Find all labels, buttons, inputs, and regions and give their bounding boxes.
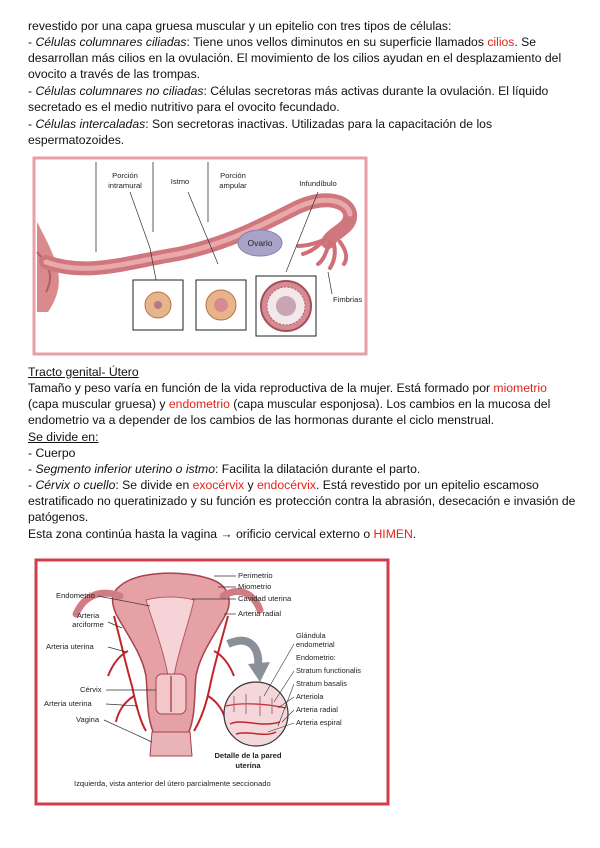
subheading: Se divide en: xyxy=(28,430,99,444)
label-stratum-functionalis: Stratum functionalis xyxy=(296,666,361,675)
section-ampular-lumen xyxy=(276,296,296,316)
dash: - xyxy=(28,478,36,492)
label-vagina: Vagina xyxy=(76,715,100,724)
label-porcion-ampular-1: Porción xyxy=(220,171,246,180)
term-no-ciliadas: Células columnares no ciliadas xyxy=(35,84,204,98)
item-cervix xyxy=(28,477,576,526)
text: - Cuerpo xyxy=(28,446,76,460)
label-miometrio: Miometrio xyxy=(238,582,272,591)
label-arteria-espiral: Arteria espiral xyxy=(296,718,342,727)
text-line: revestido por una capa gruesa muscular y un epitelio con tres tipos de células: xyxy=(28,19,452,33)
label-endometrio: Endometrio xyxy=(56,591,95,600)
label-infundibulo: Infundíbulo xyxy=(299,179,337,188)
text: . Se desarrollan más cilios en la ovulación. El movimiento de los cilios ayudan en el desplazamiento del ovocito a través de las trompas. xyxy=(28,35,562,82)
label-porcion-intramural-2: intramural xyxy=(108,181,142,190)
figure-utero-svg xyxy=(28,556,398,812)
label-arteria-radial: Arteria radial xyxy=(238,609,282,618)
paragraph-no-ciliadas xyxy=(28,83,576,115)
highlight-miometrio: miometrio xyxy=(493,381,547,395)
paragraph-intercaladas xyxy=(28,116,576,148)
dash: - xyxy=(28,35,36,49)
text: : Son secretoras inactivas. Utilizadas para la capacitación de los espermatozoides. xyxy=(28,117,493,148)
label-perimetrio: Perimetrio xyxy=(238,571,273,580)
text: Esta zona continúa hasta la vagina → orificio cervical externo o xyxy=(28,527,374,541)
label-arteria-radial-2: Arteria radial xyxy=(296,705,338,714)
highlight-endocervix: endocérvix xyxy=(257,478,316,492)
highlight-himen: HIMEN xyxy=(373,527,413,541)
text: : Tiene unos vellos diminutos en su superficie llamados xyxy=(186,35,488,49)
label-porcion-intramural-1: Porción xyxy=(112,171,138,180)
term-intercaladas: Células intercaladas xyxy=(35,117,146,131)
term-ciliadas: Células columnares ciliadas xyxy=(35,35,187,49)
label-arteriola: Arteriola xyxy=(296,692,324,701)
dash: - xyxy=(28,84,36,98)
figure-caption: Izquierda, vista anterior del útero parcialmente seccionado xyxy=(74,779,271,788)
text: Tamaño y peso varía en función de la vida reproductiva de la mujer. Está formado por xyxy=(28,381,494,395)
highlight-exocervix: exocérvix xyxy=(192,478,245,492)
term-segmento: Segmento inferior uterino o istmo xyxy=(35,462,215,476)
label-istmo: Istmo xyxy=(170,177,190,186)
text: : Facilita la dilatación durante el parto. xyxy=(214,462,421,476)
figure-utero xyxy=(28,556,398,812)
text: . Está revestido por un epitelio escamoso estratificado no queratinizado y su función es protección contra la abrasión, desecación e invasión de patógenos. xyxy=(28,478,576,525)
section-intramural-lumen xyxy=(154,301,162,309)
figure-trompa-falopio xyxy=(28,152,374,360)
label-glandula-2: endometrial xyxy=(296,640,335,649)
paragraph-epitelio xyxy=(28,18,576,34)
label-porcion-ampular-2: ampular xyxy=(219,181,247,190)
item-segmento xyxy=(28,461,576,477)
detail-circle xyxy=(224,682,288,746)
label-arteria-uterina-1: Arteria uterina xyxy=(46,642,94,651)
label-cavidad-uterina: Cavidad uterina xyxy=(238,594,292,603)
heading-tracto-genital xyxy=(28,364,576,380)
text: : Se divide en xyxy=(115,478,193,492)
section-istmo-lumen xyxy=(214,298,228,312)
label-cervix: Cérvix xyxy=(80,685,102,694)
paragraph-utero xyxy=(28,380,576,429)
label-detalle-1: Detalle de la pared xyxy=(214,751,282,760)
label-detalle-2: uterina xyxy=(235,761,261,770)
label-arteria-uterina-2: Arteria uterina xyxy=(44,699,92,708)
item-cuerpo xyxy=(28,445,576,461)
label-endometrio-right: Endometrio: xyxy=(296,653,336,662)
figure-trompa-svg xyxy=(28,152,374,360)
section-heading: Tracto genital- Útero xyxy=(28,365,139,379)
text: : Células secretoras más activas durante la ovulación. El líquido secretado es el medio nutritivo para el ovocito fecundado. xyxy=(28,84,549,115)
highlight-cilios: cilios xyxy=(487,35,515,49)
dash: - xyxy=(28,462,36,476)
label-fimbrias: Fimbrias xyxy=(333,295,363,304)
text: . xyxy=(412,527,417,541)
highlight-endometrio: endometrio xyxy=(168,397,230,412)
term-cervix: Cérvix o cuello xyxy=(35,478,116,492)
paragraph-ciliadas xyxy=(28,34,576,83)
paragraph-himen xyxy=(28,526,576,542)
label-arteria-arciforme-2: arciforme xyxy=(72,620,104,629)
heading-se-divide xyxy=(28,429,576,445)
label-arteria-arciforme-1: Arteria xyxy=(76,611,100,620)
vagina-shape xyxy=(150,732,192,756)
text: (capa muscular esponjosa). Los cambios en la mucosa del endometrio va a depender de los cambios de las hormonas durante el ciclo menstrual. xyxy=(28,397,551,428)
text: (capa muscular gruesa) y xyxy=(28,397,169,412)
text: y xyxy=(244,478,257,492)
dash: - xyxy=(28,117,36,131)
label-glandula-1: Glándula xyxy=(296,631,326,640)
label-stratum-basalis: Stratum basalis xyxy=(296,679,347,688)
label-ovario: Ovario xyxy=(247,238,273,248)
